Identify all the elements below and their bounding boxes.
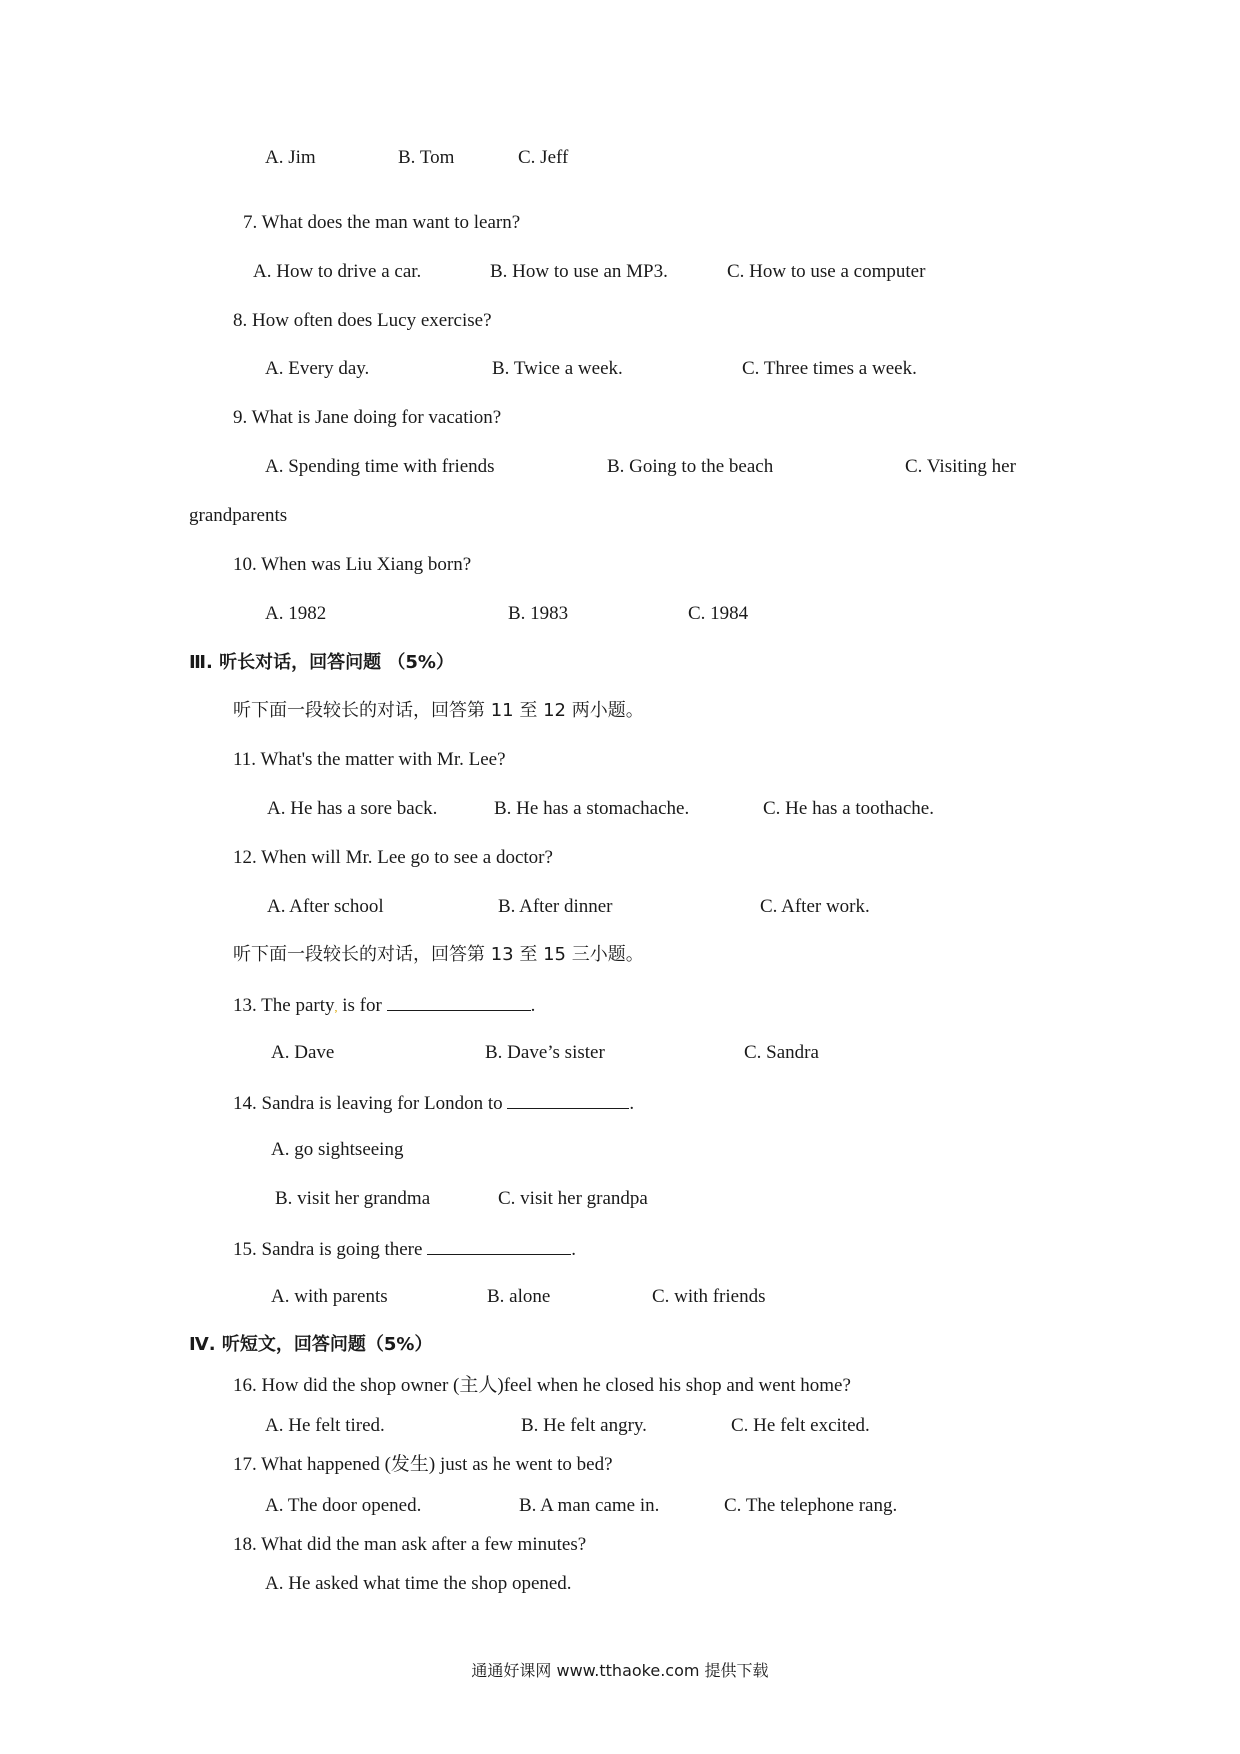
q13-stem-start: 13. The party — [233, 995, 335, 1016]
q11-option-c: C. He has a toothache. — [763, 798, 934, 819]
q7-option-c: C. How to use a computer — [727, 261, 926, 282]
q8-option-a: A. Every day. — [265, 358, 370, 379]
q15-option-c: C. with friends — [652, 1286, 766, 1307]
q9-option-a: A. Spending time with friends — [265, 456, 495, 477]
q15-option-b: B. alone — [487, 1286, 551, 1307]
q12-option-b: B. After dinner — [498, 896, 613, 917]
q13-stray-mark: , — [334, 1000, 338, 1014]
q14-stem-start: 14. Sandra is leaving for London to — [233, 1093, 508, 1114]
q14-option-c: C. visit her grandpa — [498, 1188, 648, 1209]
q17-option-b: B. A man came in. — [519, 1495, 660, 1516]
q13-option-a: A. Dave — [271, 1042, 335, 1063]
q7-option-a: A. How to drive a car. — [253, 261, 422, 282]
q12-option-a: A. After school — [267, 896, 384, 917]
q14-stem — [233, 1090, 634, 1116]
q12-stem: 12. When will Mr. Lee go to see a doctor? — [233, 847, 553, 868]
q6-option-c: C. Jeff — [518, 147, 569, 168]
q8-option-b: B. Twice a week. — [492, 358, 623, 379]
q13-option-b: B. Dave’s sister — [485, 1042, 605, 1063]
q13-stem — [233, 992, 535, 1019]
q10-option-b: B. 1983 — [508, 603, 569, 624]
q9-option-c-continued: grandparents — [189, 505, 288, 526]
q8-option-c: C. Three times a week. — [742, 358, 917, 379]
q11-option-b: B. He has a stomachache. — [494, 798, 690, 819]
q15-answer-blank — [427, 1236, 571, 1255]
q12-option-c: C. After work. — [760, 896, 870, 917]
section-4-heading: Ⅳ. 听短文，回答问题（5%） — [189, 1334, 433, 1355]
q10-option-c: C. 1984 — [688, 603, 749, 624]
q15-stem — [233, 1236, 576, 1262]
q18-stem: 18. What did the man ask after a few minutes? — [233, 1534, 587, 1555]
q8-stem: 8. How often does Lucy exercise? — [233, 310, 492, 331]
q9-option-b: B. Going to the beach — [607, 456, 774, 477]
q13-stem-end: . — [530, 995, 536, 1016]
q16-option-c: C. He felt excited. — [731, 1415, 870, 1436]
q10-option-a: A. 1982 — [265, 603, 327, 624]
section-3-heading: Ⅲ. 听长对话，回答问题 （5%） — [189, 652, 454, 673]
q13-stem-middle: is for — [337, 995, 387, 1016]
q9-stem: 9. What is Jane doing for vacation? — [233, 407, 502, 428]
q6-option-a: A. Jim — [265, 147, 316, 168]
q16-stem: 16. How did the shop owner (主人)feel when he closed his shop and went home? — [233, 1375, 851, 1396]
q7-stem: 7. What does the man want to learn? — [243, 212, 521, 233]
q13-answer-blank — [387, 992, 531, 1011]
q16-option-a: A. He felt tired. — [265, 1415, 385, 1436]
q15-stem-start: 15. Sandra is going there — [233, 1239, 428, 1260]
page-footer: 通通好课网 www.tthaoke.com 提供下载 — [471, 1661, 769, 1680]
section-3-note-2: 听下面一段较长的对话，回答第 13 至 15 三小题。 — [233, 944, 644, 965]
section-3-note-1: 听下面一段较长的对话，回答第 11 至 12 两小题。 — [233, 700, 644, 721]
q16-option-b: B. He felt angry. — [521, 1415, 647, 1436]
q7-option-b: B. How to use an MP3. — [490, 261, 668, 282]
q17-option-a: A. The door opened. — [265, 1495, 422, 1516]
q14-option-a: A. go sightseeing — [271, 1139, 404, 1160]
q14-answer-blank — [507, 1090, 629, 1109]
q14-option-b: B. visit her grandma — [275, 1188, 431, 1209]
q11-option-a: A. He has a sore back. — [267, 798, 438, 819]
q15-stem-end: . — [571, 1239, 576, 1260]
q13-option-c: C. Sandra — [744, 1042, 819, 1063]
q14-stem-end: . — [629, 1093, 635, 1114]
q9-option-c: C. Visiting her — [905, 456, 1016, 477]
q15-option-a: A. with parents — [271, 1286, 388, 1307]
q6-option-b: B. Tom — [398, 147, 455, 168]
q10-stem: 10. When was Liu Xiang born? — [233, 554, 472, 575]
q17-stem: 17. What happened (发生) just as he went to bed? — [233, 1454, 613, 1475]
q17-option-c: C. The telephone rang. — [724, 1495, 898, 1516]
q18-option-a: A. He asked what time the shop opened. — [265, 1573, 572, 1594]
q11-stem: 11. What's the matter with Mr. Lee? — [233, 749, 506, 770]
